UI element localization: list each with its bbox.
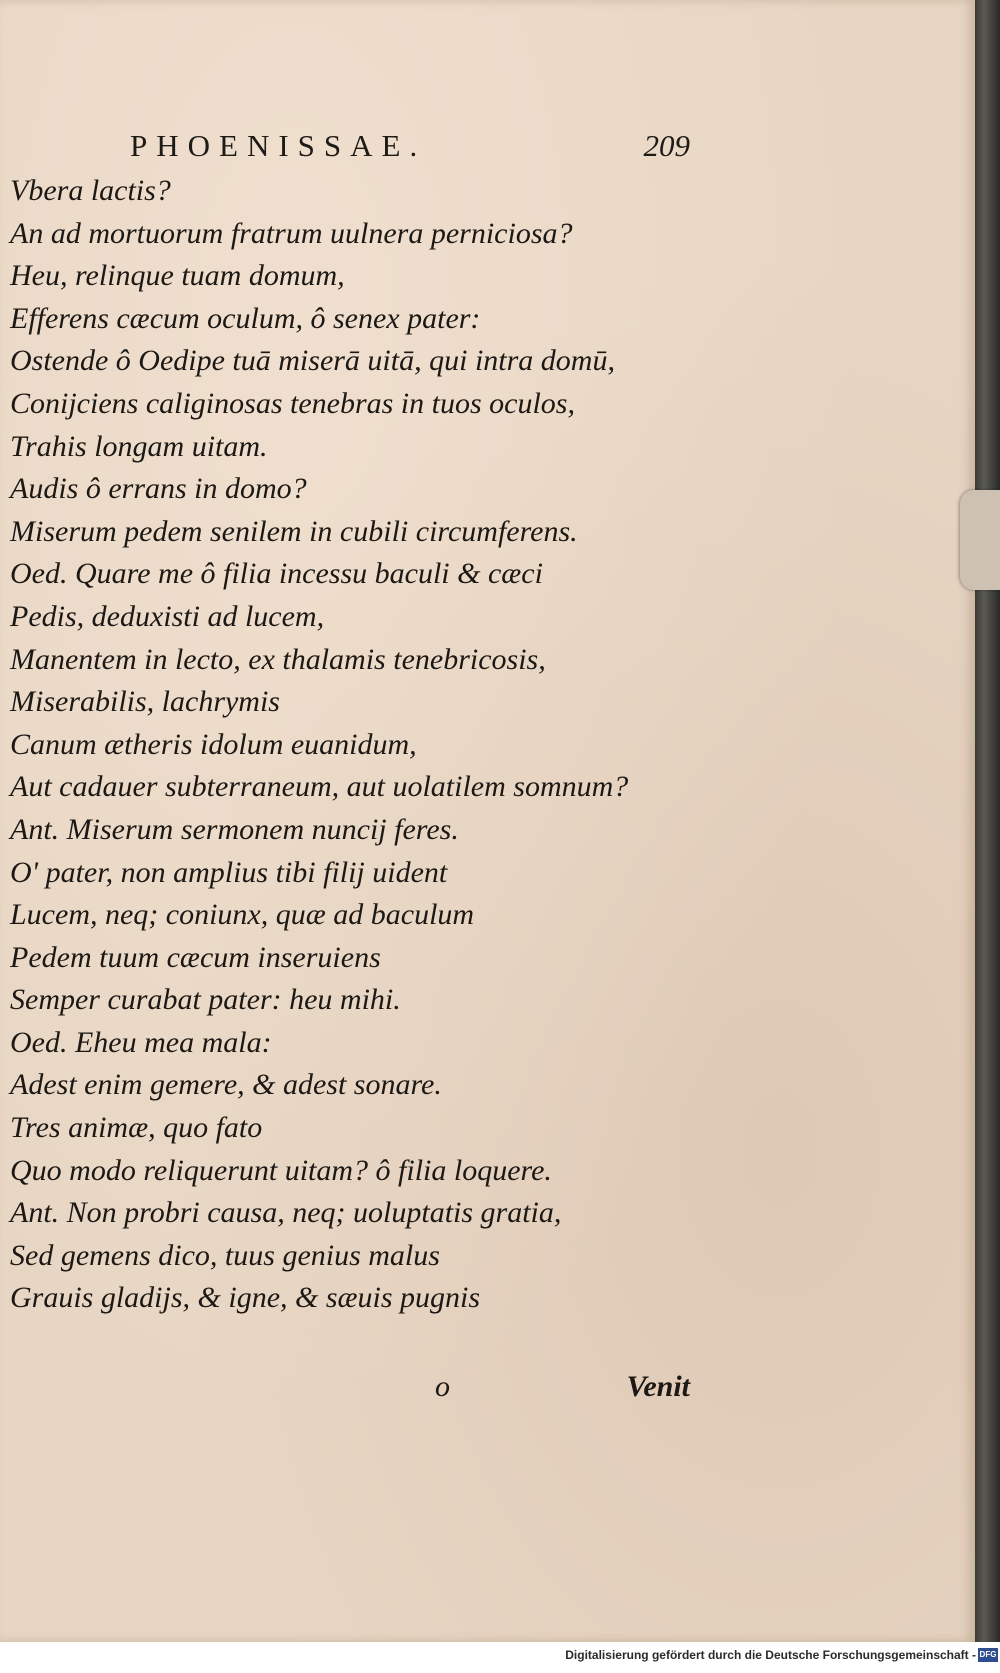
- text-line: Ostende ô Oedipe tuā miserā uitā, qui intra domū,: [10, 344, 615, 378]
- dfg-logo: DFG: [978, 1648, 998, 1662]
- text-line: Tres animæ, quo fato: [10, 1111, 263, 1145]
- text-line: Pedem tuum cæcum inseruiens: [10, 940, 381, 974]
- text-line: Manentem in lecto, ex thalamis tenebricosis,: [10, 642, 546, 676]
- text-line: An ad mortuorum fratrum uulnera perniciosa?: [10, 216, 573, 250]
- text-line: Miserum pedem senilem in cubili circumferens.: [10, 514, 578, 548]
- running-head: [130, 128, 690, 168]
- text-line: Vbera lactis?: [10, 174, 171, 207]
- text-line: Quo modo reliquerunt uitam? ô filia loquere.: [10, 1153, 552, 1187]
- text-line: Audis ô errans in domo?: [10, 472, 307, 506]
- text-line: Heu, relinque tuam domum,: [10, 259, 345, 293]
- signature-mark: o: [435, 1370, 450, 1403]
- page-tab-marker: [960, 490, 1000, 590]
- text-line: Sed gemens dico, tuus genius malus: [10, 1238, 440, 1272]
- text-line: Ant. Miserum sermonem nuncij feres.: [10, 812, 459, 846]
- text-line: Trahis longam uitam.: [10, 429, 268, 463]
- funding-credit: Digitalisierung gefördert durch die Deutsche Forschungsgemeinschaft -: [565, 1648, 976, 1662]
- text-line: Pedis, deduxisti ad lucem,: [10, 599, 325, 633]
- text-line: Grauis gladijs, & igne, & sæuis pugnis: [10, 1281, 481, 1315]
- text-line: Conijciens caliginosas tenebras in tuos oculos,: [10, 386, 575, 420]
- text-line: O' pater, non amplius tibi filij uident: [10, 855, 448, 889]
- text-line: Oed. Eheu mea mala:: [10, 1025, 272, 1059]
- catchline: [10, 1370, 690, 1410]
- page-number: 209: [643, 128, 690, 163]
- text-line: Semper curabat pater: heu mihi.: [10, 983, 401, 1017]
- text-line: Efferens cæcum oculum, ô senex pater:: [10, 301, 481, 335]
- text-line: Lucem, neq; coniunx, quæ ad baculum: [10, 898, 475, 932]
- text-line: Adest enim gemere, & adest sonare.: [10, 1068, 442, 1102]
- verse-text: [10, 170, 710, 1320]
- text-line: Oed. Quare me ô filia incessu baculi & cæci: [10, 557, 543, 591]
- footer-bar: [0, 1642, 1000, 1673]
- catchword: Venit: [626, 1370, 690, 1403]
- text-line: Ant. Non probri causa, neq; uoluptatis gratia,: [10, 1196, 562, 1230]
- book-edge: [975, 0, 1000, 1642]
- text-line: Aut cadauer subterraneum, aut uolatilem somnum?: [10, 770, 629, 804]
- text-line: Canum ætheris idolum euanidum,: [10, 727, 417, 761]
- text-line: Miserabilis, lachrymis: [10, 685, 280, 719]
- running-title: PHOENISSAE.: [130, 128, 427, 163]
